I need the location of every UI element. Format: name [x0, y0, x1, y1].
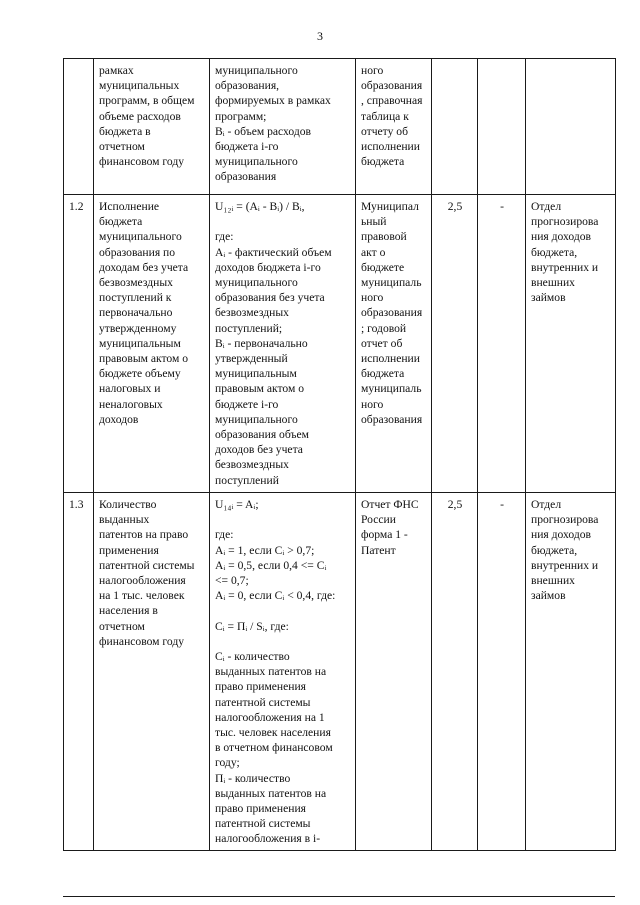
text-line: году;	[215, 756, 240, 770]
text-line: Aᵢ - фактический объем	[215, 245, 332, 259]
text-line: тыс. человек населения	[215, 726, 331, 739]
text-line: Aᵢ = 0,5, если 0,4 <= Cᵢ	[215, 558, 327, 572]
source-cell	[356, 195, 432, 493]
responsible-cell	[526, 493, 616, 851]
text-line: утвержденному	[99, 321, 177, 335]
text-line: U₁₂ᵢ = (Aᵢ - Bᵢ) / Bᵢ,	[215, 200, 305, 213]
text-line: доходов	[99, 412, 139, 426]
text-line: патентной системы	[99, 558, 195, 572]
text-line: займов	[531, 291, 566, 305]
dash-cell: -	[478, 493, 526, 851]
text-line: налогообложения	[99, 574, 186, 588]
text-line: правовым актом о	[99, 352, 188, 366]
text-line: муниципальных	[99, 79, 180, 93]
text-line: отчетном	[99, 140, 145, 154]
text-line	[215, 214, 351, 229]
text-line	[215, 512, 351, 527]
text-line: бюджета,	[531, 543, 578, 557]
text-line: ного	[361, 397, 384, 411]
text-line: рамках	[99, 64, 134, 77]
text-line: образования	[215, 170, 277, 184]
text-line: финансовом году	[99, 634, 185, 648]
text-line: образования	[361, 306, 423, 320]
text-line: Отдел	[531, 498, 562, 511]
text-line: ния доходов	[531, 528, 592, 542]
formula-cell	[210, 59, 356, 195]
text-line: муниципального	[215, 155, 298, 169]
text-line: программ, в общем	[99, 94, 195, 108]
text-line: патентной системы	[215, 817, 311, 831]
text-line: Bᵢ - первоначально	[215, 336, 308, 350]
text-line: образования объем	[215, 428, 309, 442]
text-line: поступлений;	[215, 321, 283, 335]
text-line: муниципального	[215, 412, 298, 426]
formula-cell	[210, 493, 356, 851]
text-line: муниципального	[99, 230, 182, 244]
text-line: патентов на право	[99, 528, 189, 542]
text-line: образования по	[99, 245, 176, 259]
text-line: Пᵢ - количество	[215, 771, 291, 785]
text-line: форма 1 -	[361, 528, 408, 542]
text-line: внутренних и	[531, 558, 599, 572]
text-line: налоговых и	[99, 382, 161, 396]
text-line: образования	[361, 79, 423, 93]
text-line: U₁₄ᵢ = Aᵢ;	[215, 498, 259, 511]
text-line: первоначально	[99, 306, 173, 320]
row-number-cell	[64, 59, 94, 195]
dash-cell	[478, 59, 526, 195]
text-line: Исполнение	[99, 200, 160, 213]
text-line: , справочная	[361, 94, 423, 108]
text-line: отчету об	[361, 124, 408, 138]
text-line: бюджете i-го	[215, 397, 279, 411]
text-line: налогообложения в i-	[215, 832, 321, 846]
text-line: <= 0,7;	[215, 574, 249, 587]
text-line: право применения	[215, 802, 307, 816]
row-number-cell: 1.2	[64, 195, 94, 493]
text-line: муниципального	[215, 276, 298, 289]
text-line: финансовом году	[99, 155, 185, 169]
text-line: налогообложения на 1	[215, 710, 325, 724]
text-line: образования	[361, 412, 423, 426]
dash-cell: -	[478, 195, 526, 493]
text-line: где:	[215, 230, 234, 244]
weight-cell	[432, 59, 478, 195]
text-line: Bᵢ - объем расходов	[215, 124, 311, 138]
text-line: доходам без учета	[99, 260, 189, 274]
weight-cell: 2,5	[432, 493, 478, 851]
text-line: ного	[361, 64, 384, 77]
text-line: Количество	[99, 498, 157, 511]
text-line: где:	[215, 528, 234, 542]
text-line: Патент	[361, 543, 396, 557]
text-line: займов	[531, 589, 566, 603]
responsible-cell	[526, 195, 616, 493]
indicator-cell	[94, 493, 210, 851]
text-line	[215, 603, 351, 618]
text-line: ьный	[361, 215, 387, 229]
text-line: выданных патентов на	[215, 665, 327, 679]
formula-cell	[210, 195, 356, 493]
text-line: России	[361, 513, 396, 527]
text-line: программ;	[215, 109, 267, 123]
text-line: бюджета,	[531, 245, 578, 259]
text-line: бюджета	[99, 215, 143, 229]
text-line: прогнозирова	[531, 513, 599, 527]
responsible-cell	[526, 59, 616, 195]
text-line: муниципаль	[361, 382, 422, 396]
criteria-table	[63, 58, 616, 851]
text-line: исполнении	[361, 140, 420, 154]
text-line: бюджете объему	[99, 367, 181, 381]
text-line: бюджета	[361, 367, 405, 381]
text-line: на 1 тыс. человек	[99, 589, 185, 603]
table-row	[64, 59, 616, 195]
text-line: ного	[361, 291, 384, 305]
text-line: доходов без учета	[215, 443, 303, 457]
text-line: поступлений	[215, 473, 279, 487]
weight-cell: 2,5	[432, 195, 478, 493]
text-line: патентной системы	[215, 695, 311, 709]
source-cell	[356, 493, 432, 851]
source-cell	[356, 59, 432, 195]
text-line: безвозмездных	[215, 306, 289, 320]
text-line: муниципальным	[215, 367, 297, 381]
text-line: Cᵢ = Пᵢ / Sᵢ, где:	[215, 619, 289, 633]
text-line: бюджета	[361, 155, 405, 169]
text-line: внешних	[531, 574, 575, 588]
text-line: населения в	[99, 604, 158, 618]
text-line: в отчетном финансовом	[215, 741, 333, 755]
indicator-cell	[94, 195, 210, 493]
text-line: бюджета в	[99, 124, 151, 138]
text-line: ; годовой	[361, 321, 407, 335]
text-line: Отдел	[531, 200, 562, 213]
page-number: 3	[317, 29, 323, 43]
text-line: правовой	[361, 230, 407, 244]
table-row	[64, 493, 616, 851]
text-line: внешних	[531, 276, 575, 290]
table-bottom-rule	[63, 896, 615, 897]
text-line: доходов бюджета i-го	[215, 260, 321, 274]
text-line: неналоговых	[99, 397, 163, 411]
text-line: формируемых в рамках	[215, 94, 331, 108]
text-line	[215, 634, 351, 649]
text-line: правовым актом о	[215, 382, 304, 396]
text-line: утвержденный	[215, 352, 288, 366]
text-line: право применения	[215, 680, 307, 694]
text-line: Aᵢ = 0, если Cᵢ < 0,4, где:	[215, 589, 336, 603]
text-line: ния доходов	[531, 230, 592, 244]
table-row	[64, 195, 616, 493]
text-line: муниципальным	[99, 336, 181, 350]
text-line: отчетном	[99, 619, 145, 633]
text-line: Cᵢ - количество	[215, 649, 290, 663]
text-line: Отчет ФНС	[361, 498, 419, 511]
text-line: бюджете	[361, 260, 405, 274]
indicator-cell	[94, 59, 210, 195]
row-number-cell: 1.3	[64, 493, 94, 851]
text-line: объеме расходов	[99, 109, 181, 123]
text-line: применения	[99, 543, 159, 557]
text-line: муниципаль	[361, 276, 422, 290]
text-line: отчет об	[361, 336, 403, 350]
text-line: образования,	[215, 79, 280, 93]
text-line: безвозмездных	[215, 458, 289, 472]
text-line: бюджета i-го	[215, 140, 279, 154]
text-line: муниципального	[215, 64, 298, 77]
text-line: поступлений к	[99, 291, 172, 305]
text-line: выданных	[99, 513, 150, 527]
text-line: внутренних и	[531, 260, 599, 274]
text-line: прогнозирова	[531, 215, 599, 229]
text-line: безвозмездных	[99, 276, 173, 290]
text-line: выданных патентов на	[215, 786, 327, 800]
text-line: таблица к	[361, 109, 409, 123]
text-line: Муниципал	[361, 200, 419, 213]
text-line: исполнении	[361, 352, 420, 366]
text-line: образования без учета	[215, 291, 325, 305]
text-line: Aᵢ = 1, если Cᵢ > 0,7;	[215, 543, 315, 557]
text-line: акт о	[361, 245, 386, 259]
